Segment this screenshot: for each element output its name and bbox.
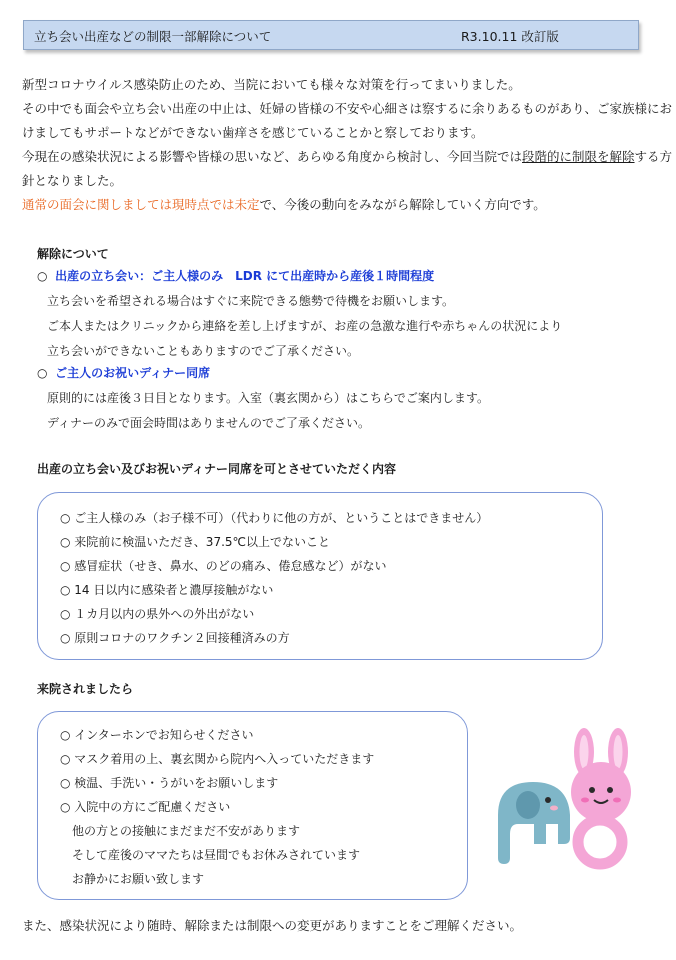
rabbit-icon [571,728,631,864]
arrival-item: ○ マスク着用の上、裏玄関から院内へ入っていただきます [60,752,375,766]
title-banner [23,20,639,50]
revision-date: R3.10.11 改訂版 [461,29,559,44]
bullet-circle-icon: ○ [37,269,48,283]
elephant-icon [498,782,570,864]
condition-item: ○ 14 日以内に感染者と濃厚接触がない [60,583,274,597]
intro-line-1: 新型コロナウイルス感染防止のため、当院においても様々な対策を行ってまいりました。 [22,77,521,92]
footer-note: また、感染状況により随時、解除または制限への変更がありますことをご理解ください。 [22,918,523,933]
elephant-rabbit-rattle-icon [488,720,648,870]
condition-item: ○ 感冒症状（せき、鼻水、のどの痛み、倦怠感など）がない [60,559,387,573]
arrival-item: ○ インターホンでお知らせください [60,728,254,742]
release-heading: 解除について [37,247,109,261]
intro-line-3: けましてもサポートなどができない歯痒さを感じていることかと察しております。 [22,125,484,140]
page-title: 立ち会い出産などの制限一部解除について [34,29,272,44]
arrival-note: そして産後のママたちは昼間でもお休みされています [72,848,361,862]
release-item-2-title: ご主人のお祝いディナー同席 [55,366,211,380]
intro-orange-note: 通常の面会に関しましては現時点では未定 [22,197,260,212]
arrival-box [37,711,468,900]
condition-item: ○ 来院前に検温いただき、37.5℃以上でないこと [60,535,331,549]
release-item-1-line-2: ご本人またはクリニックから連絡を差し上げますが、お産の急激な進行や赤ちゃんの状況により [47,319,563,333]
arrival-note: お静かにお願い致します [72,872,205,886]
condition-item: ○ 原則コロナのワクチン２回接種済みの方 [60,631,290,645]
intro-line-5: 針となりました。 [22,173,123,188]
arrival-item: ○ 検温、手洗い・うがいをお願いします [60,776,279,790]
arrival-note: 他の方との接触にまだまだ不安があります [72,824,301,838]
arrival-item: ○ 入院中の方にご配慮ください [60,800,231,814]
intro-line-4 [22,145,672,169]
release-item-2 [37,364,210,381]
intro-line-6 [22,193,546,217]
condition-item: ○ １カ月以内の県外への外出がない [60,607,255,621]
intro-underlined-phrase: 段階的に制限を解除 [522,149,635,164]
conditions-heading: 出産の立ち会い及びお祝いディナー同席を可とさせていただく内容 [37,462,397,476]
condition-item: ○ ご主人様のみ（お子様不可）（代わりに他の方が、ということはできません） [60,511,489,525]
intro-line-4-post: する方 [634,149,673,164]
arrival-heading: 来院されましたら [37,682,134,696]
release-item-2-line-2: ディナーのみで面会時間はありませんのでご了承ください。 [47,416,371,430]
release-item-1 [37,267,434,284]
conditions-box [37,492,603,660]
bullet-circle-icon: ○ [37,366,48,380]
release-item-2-line-1: 原則的には産後３日目となります。入室（裏玄関から）はこちらでご案内します。 [47,391,489,405]
intro-line-6-post: で、今後の動向をみながら解除していく方向です。 [259,197,546,212]
release-item-1-title: 出産の立ち会い：ご主人様のみ LDR にて出産時から産後１時間程度 [55,269,435,283]
intro-line-4-pre: 今現在の感染状況による影響や皆様の思いなど、あらゆる角度から検討し、今回当院では [22,149,523,164]
release-item-1-line-3: 立ち会いができないこともありますのでご了承ください。 [47,344,360,358]
release-item-1-line-1: 立ち会いを希望される場合はすぐに来院できる態勢で待機をお願いします。 [47,294,455,308]
intro-line-2: その中でも面会や立ち会い出産の中止は、妊婦の皆様の不安や心細さは察するに余りあるものがあり、ご家族様にお [22,101,673,116]
